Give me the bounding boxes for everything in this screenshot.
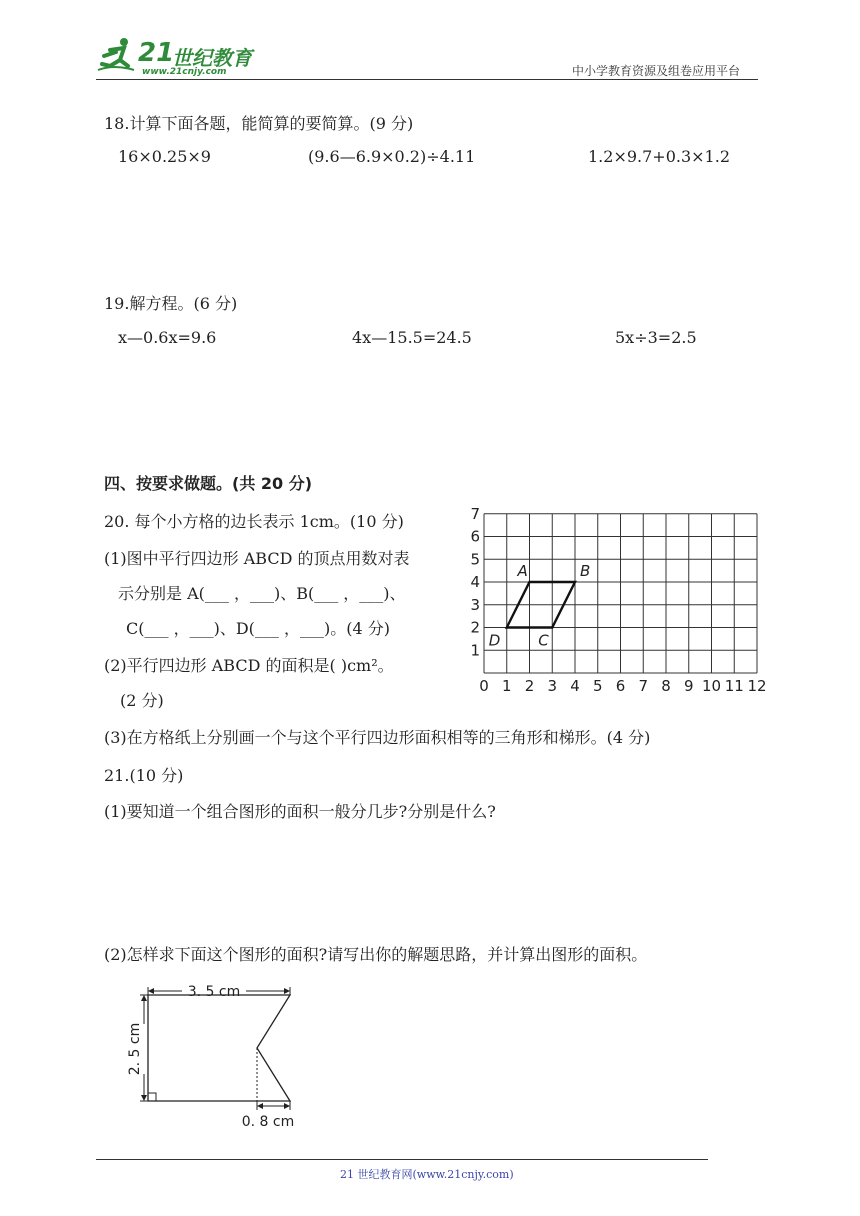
x-tick-label: 4 bbox=[570, 677, 580, 695]
vertex-label-a: A bbox=[517, 562, 528, 580]
runner-logo-icon bbox=[96, 36, 136, 76]
q20-part2-line1: (2)平行四边形 ABCD 的面积是( )cm²。 bbox=[104, 656, 394, 675]
x-tick-label: 9 bbox=[683, 677, 694, 695]
y-tick-label: 2 bbox=[470, 618, 480, 637]
x-tick-label: 7 bbox=[638, 677, 649, 695]
x-tick-label: 6 bbox=[615, 677, 626, 695]
footer-divider bbox=[96, 1159, 708, 1160]
left-dimension-label: 2. 5 cm bbox=[127, 1022, 143, 1076]
vertex-label-b: B bbox=[580, 562, 591, 580]
logo-url: www.21cnjy.com bbox=[142, 67, 227, 77]
top-dimension-label: 3. 5 cm bbox=[187, 984, 241, 1000]
q20-part2-line2: (2 分) bbox=[120, 691, 164, 710]
header-right-text: 中小学教育资源及组卷应用平台 bbox=[572, 64, 741, 78]
bottom-dimension-label: 0. 8 cm bbox=[241, 1114, 295, 1130]
y-tick-label: 7 bbox=[470, 506, 480, 523]
q18-item-2: (9.6—6.9×0.2)÷4.11 bbox=[308, 147, 476, 166]
q19-item-1: x—0.6x=9.6 bbox=[118, 328, 217, 347]
x-tick-label: 2 bbox=[524, 677, 535, 695]
x-tick-label: 11 bbox=[724, 677, 744, 695]
section-four-title: 四、按要求做题。(共 20 分) bbox=[104, 474, 313, 493]
q19-item-3: 5x÷3=2.5 bbox=[615, 328, 697, 347]
vertex-label-c: C bbox=[538, 631, 549, 650]
y-tick-label: 4 bbox=[470, 573, 480, 591]
composite-figure bbox=[120, 978, 320, 1134]
q18-title: 18.计算下面各题，能简算的要简算。(9 分) bbox=[104, 114, 414, 133]
y-tick-label: 1 bbox=[470, 641, 480, 660]
right-angle-mark bbox=[148, 1093, 156, 1101]
y-tick-label: 5 bbox=[470, 550, 480, 569]
x-tick-label: 1 bbox=[501, 677, 512, 695]
q20-part3: (3)在方格纸上分别画一个与这个平行四边形面积相等的三角形和梯形。(4 分) bbox=[104, 728, 651, 747]
x-tick-label: 10 bbox=[701, 677, 722, 695]
q21-title: 21.(10 分) bbox=[104, 766, 184, 785]
x-tick-label: 0 bbox=[479, 677, 489, 695]
x-tick-label: 5 bbox=[592, 677, 603, 695]
logo-number: 21 bbox=[138, 38, 175, 68]
q21-part1: (1)要知道一个组合图形的面积一般分几步?分别是什么? bbox=[104, 802, 496, 821]
q19-title: 19.解方程。(6 分) bbox=[104, 294, 238, 313]
q18-item-1: 16×0.25×9 bbox=[118, 147, 211, 166]
q18-item-3: 1.2×9.7+0.3×1.2 bbox=[588, 147, 730, 166]
y-tick-label: 6 bbox=[470, 527, 480, 546]
footer-text: 21 世纪教育网(www.21cnjy.com) bbox=[340, 1168, 514, 1181]
q20-part1-line1: (1)图中平行四边形 ABCD 的顶点用数对表 bbox=[104, 549, 410, 568]
x-tick-label: 8 bbox=[661, 677, 671, 695]
y-tick-label: 3 bbox=[470, 595, 480, 614]
q20-part1-line3: C(___ ，___)、D(___ ，___)。(4 分) bbox=[126, 619, 390, 638]
coordinate-grid bbox=[464, 506, 770, 698]
logo-text: 世纪教育 bbox=[172, 46, 252, 70]
x-tick-label: 12 bbox=[747, 677, 767, 695]
q21-part2: (2)怎样求下面这个图形的面积?请写出你的解题思路，并计算出图形的面积。 bbox=[104, 945, 648, 964]
q20-part1-line2: 示分别是 A(___ ，___)、B(___ ，___)、 bbox=[118, 584, 406, 603]
q20-title: 20. 每个小方格的边长表示 1cm。(10 分) bbox=[104, 512, 404, 531]
vertex-label-d: D bbox=[488, 631, 501, 650]
header-divider bbox=[96, 79, 758, 80]
figure-outline bbox=[148, 995, 290, 1101]
q19-item-2: 4x—15.5=24.5 bbox=[352, 328, 472, 347]
x-tick-label: 3 bbox=[547, 677, 558, 695]
